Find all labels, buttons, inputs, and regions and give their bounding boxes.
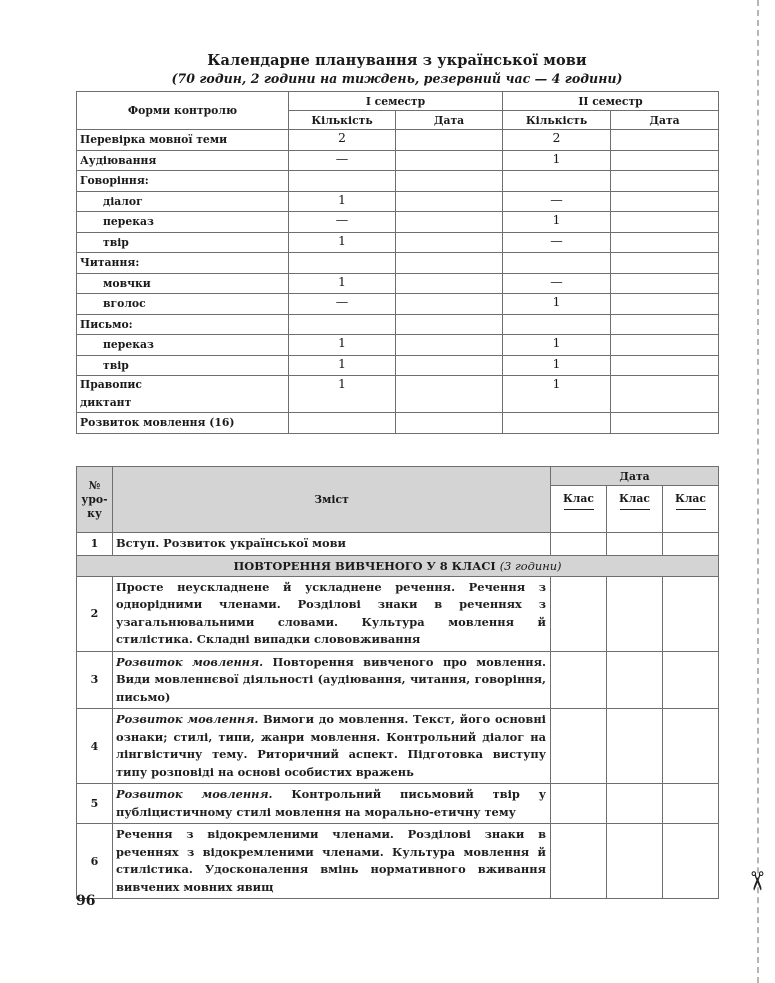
table-row — [77, 212, 719, 233]
lesson-row — [77, 651, 719, 709]
date-cell[interactable] — [607, 533, 663, 556]
header-date-2: Дата — [611, 111, 719, 130]
date-sem2[interactable] — [611, 376, 719, 413]
row-label: Аудіювання — [77, 150, 289, 171]
table-row — [77, 150, 719, 171]
class-label: Клас — [618, 492, 650, 505]
qty-sem2: 1 — [503, 150, 611, 171]
date-sem1[interactable] — [396, 130, 503, 151]
date-sem1[interactable] — [396, 413, 503, 434]
date-sem2[interactable] — [611, 355, 719, 376]
date-sem2[interactable] — [611, 253, 719, 274]
date-cell[interactable] — [551, 533, 607, 556]
class-column-2[interactable] — [607, 486, 663, 533]
date-sem1[interactable] — [396, 355, 503, 376]
date-sem2[interactable] — [611, 191, 719, 212]
lesson-content — [113, 576, 551, 651]
qty-sem2: — — [503, 232, 611, 253]
qty-sem1: 1 — [289, 232, 396, 253]
date-sem1[interactable] — [396, 376, 503, 413]
qty-sem1 — [289, 314, 396, 335]
date-sem2[interactable] — [611, 273, 719, 294]
row-label: переказ — [77, 335, 289, 356]
date-cell[interactable] — [663, 709, 719, 784]
lesson-number: 4 — [77, 709, 113, 784]
class-blank-line — [564, 509, 594, 510]
lesson-content — [113, 651, 551, 709]
qty-sem2: 1 — [503, 335, 611, 356]
date-sem1[interactable] — [396, 191, 503, 212]
date-sem2[interactable] — [611, 130, 719, 151]
date-sem2[interactable] — [611, 335, 719, 356]
lesson-text: Речення з відокремленими членами. Розділові знаки в реченнях з відокремленими членами. Культура мовлення й стилістика. Удосконалення вмінь нормативного вживання вивчених мовних явищ — [116, 827, 546, 894]
date-sem2[interactable] — [611, 314, 719, 335]
date-sem1[interactable] — [396, 212, 503, 233]
qty-sem2: 1 — [503, 294, 611, 315]
date-cell[interactable] — [607, 709, 663, 784]
lesson-row — [77, 784, 719, 824]
date-sem1[interactable] — [396, 273, 503, 294]
row-label: Перевірка мовної теми — [77, 130, 289, 151]
date-sem1[interactable] — [396, 294, 503, 315]
qty-sem1: 1 — [289, 355, 396, 376]
lesson-row — [77, 824, 719, 899]
lesson-number: 5 — [77, 784, 113, 824]
table-row — [77, 253, 719, 274]
qty-sem1 — [289, 171, 396, 192]
class-column-3[interactable] — [663, 486, 719, 533]
date-sem1[interactable] — [396, 335, 503, 356]
lesson-number: 3 — [77, 651, 113, 709]
qty-sem1: 1 — [289, 335, 396, 356]
lesson-row — [77, 576, 719, 651]
row-label: переказ — [77, 212, 289, 233]
class-blank-line — [676, 509, 706, 510]
qty-sem2 — [503, 413, 611, 434]
qty-sem1: — — [289, 150, 396, 171]
row-label: Письмо: — [77, 314, 289, 335]
header-num-line2: уро- — [81, 492, 108, 506]
lesson-lead: Розвиток мовлення. — [116, 787, 273, 801]
lesson-number: 6 — [77, 824, 113, 899]
header-qty-1: Кількість — [289, 111, 396, 130]
page-title: Календарне планування з української мови — [207, 52, 587, 69]
date-cell[interactable] — [607, 651, 663, 709]
section-hours: (3 години) — [499, 558, 562, 573]
date-sem2[interactable] — [611, 232, 719, 253]
lesson-content: Вступ. Розвиток української мови — [113, 533, 551, 556]
lesson-text: Просте неускладнене й ускладнене речення. Речення з однорідними членами. Розділові знаки в реченнях з узагальнювальними словами. Культура мовлення й стилістика. Складні випадки слововживання — [116, 579, 546, 646]
date-cell[interactable] — [607, 784, 663, 824]
header-date: Дата — [551, 467, 719, 486]
qty-sem1: 1 — [289, 376, 396, 413]
row-label: Говоріння: — [77, 171, 289, 192]
qty-sem1: 2 — [289, 130, 396, 151]
qty-sem1 — [289, 413, 396, 434]
qty-sem1: 1 — [289, 273, 396, 294]
lesson-lead: Розвиток мовлення. — [116, 712, 259, 726]
date-cell[interactable] — [663, 651, 719, 709]
lesson-content — [113, 824, 551, 899]
qty-sem2 — [503, 314, 611, 335]
table-row — [77, 335, 719, 356]
table-row — [77, 376, 719, 413]
date-cell[interactable] — [663, 784, 719, 824]
table-row — [77, 191, 719, 212]
date-sem2[interactable] — [611, 212, 719, 233]
table-row — [77, 171, 719, 192]
row-label-line2: диктант — [80, 396, 132, 409]
table-row — [77, 232, 719, 253]
scissors-icon: ✂ — [740, 870, 771, 892]
qty-sem1 — [289, 253, 396, 274]
table-row — [77, 413, 719, 434]
control-forms-table — [76, 91, 719, 434]
date-sem2[interactable] — [611, 171, 719, 192]
date-cell[interactable] — [663, 533, 719, 556]
qty-sem2: 2 — [503, 130, 611, 151]
lesson-text: Повторення вивченого про мовлення. Види мовленнєвої діяльності (аудіювання, читання, говоріння, письмо) — [116, 654, 546, 704]
date-cell[interactable] — [551, 651, 607, 709]
lesson-text: Контрольний письмовий твір у публіцистичному стилі мовлення на морально-етичну тему — [116, 787, 546, 819]
cut-line — [757, 0, 759, 983]
lesson-number: 1 — [77, 533, 113, 556]
lesson-row — [77, 533, 719, 556]
qty-sem1: 1 — [289, 191, 396, 212]
qty-sem1: — — [289, 212, 396, 233]
header-date-1: Дата — [396, 111, 503, 130]
date-sem1[interactable] — [396, 150, 503, 171]
class-label: Клас — [562, 492, 594, 505]
header-forms: Форми контролю — [77, 92, 289, 130]
section-header — [77, 555, 719, 576]
date-sem2[interactable] — [611, 413, 719, 434]
lesson-content — [113, 709, 551, 784]
lesson-plan-table — [76, 466, 719, 899]
table-row — [77, 355, 719, 376]
lesson-number: 2 — [77, 576, 113, 651]
date-cell[interactable] — [551, 709, 607, 784]
section-title: ПОВТОРЕННЯ ВИВЧЕНОГО У 8 КЛАСІ — [233, 558, 496, 573]
header-semester-1: I семестр — [289, 92, 503, 111]
lesson-text: Вимоги до мовлення. Текст, його основні ознаки; стилі, типи, жанри мовлення. Контрольний діалог на лінгвістичну тему. Риторичний аспект. Підготовка виступу типу розповіді на основі особистих вражень — [116, 712, 546, 779]
qty-sem2: 1 — [503, 355, 611, 376]
class-label: Клас — [675, 492, 707, 505]
lesson-content — [113, 784, 551, 824]
section-row — [77, 555, 719, 576]
qty-sem1: — — [289, 294, 396, 315]
date-sem1[interactable] — [396, 232, 503, 253]
date-cell[interactable] — [551, 784, 607, 824]
qty-sem2 — [503, 171, 611, 192]
qty-sem2: 1 — [503, 376, 611, 413]
date-cell[interactable] — [607, 824, 663, 899]
qty-sem2: — — [503, 273, 611, 294]
row-label: діалог — [77, 191, 289, 212]
qty-sem2 — [503, 253, 611, 274]
header-lesson-number — [77, 467, 113, 533]
row-label: твір — [77, 355, 289, 376]
table-row — [77, 130, 719, 151]
date-cell[interactable] — [551, 824, 607, 899]
row-label: мовчки — [77, 273, 289, 294]
header-semester-2: II семестр — [503, 92, 719, 111]
table-row — [77, 314, 719, 335]
row-label: Читання: — [77, 253, 289, 274]
row-label: Розвиток мовлення (16) — [77, 413, 289, 434]
date-sem1[interactable] — [396, 171, 503, 192]
lesson-lead: Розвиток мовлення. — [116, 654, 264, 669]
table-row — [77, 294, 719, 315]
date-sem1[interactable] — [396, 314, 503, 335]
qty-sem2: — — [503, 191, 611, 212]
row-label: вголос — [77, 294, 289, 315]
row-label — [77, 376, 289, 413]
page-number: 96 — [76, 893, 96, 909]
header-content: Зміст — [113, 467, 551, 533]
date-cell[interactable] — [607, 576, 663, 651]
row-label-line1: Правопис — [80, 378, 142, 391]
page-subtitle: (70 годин, 2 години на тиждень, резервний час — 4 години) — [171, 71, 623, 86]
qty-sem2: 1 — [503, 212, 611, 233]
table-row — [77, 273, 719, 294]
date-sem2[interactable] — [611, 150, 719, 171]
header-num-line3: ку — [87, 506, 102, 520]
date-sem1[interactable] — [396, 253, 503, 274]
row-label: твір — [77, 232, 289, 253]
class-blank-line — [620, 509, 650, 510]
header-qty-2: Кількість — [503, 111, 611, 130]
date-cell[interactable] — [663, 824, 719, 899]
lesson-row — [77, 709, 719, 784]
date-cell[interactable] — [663, 576, 719, 651]
header-num-line1: № — [88, 478, 101, 492]
class-column-1[interactable] — [551, 486, 607, 533]
date-sem2[interactable] — [611, 294, 719, 315]
date-cell[interactable] — [551, 576, 607, 651]
